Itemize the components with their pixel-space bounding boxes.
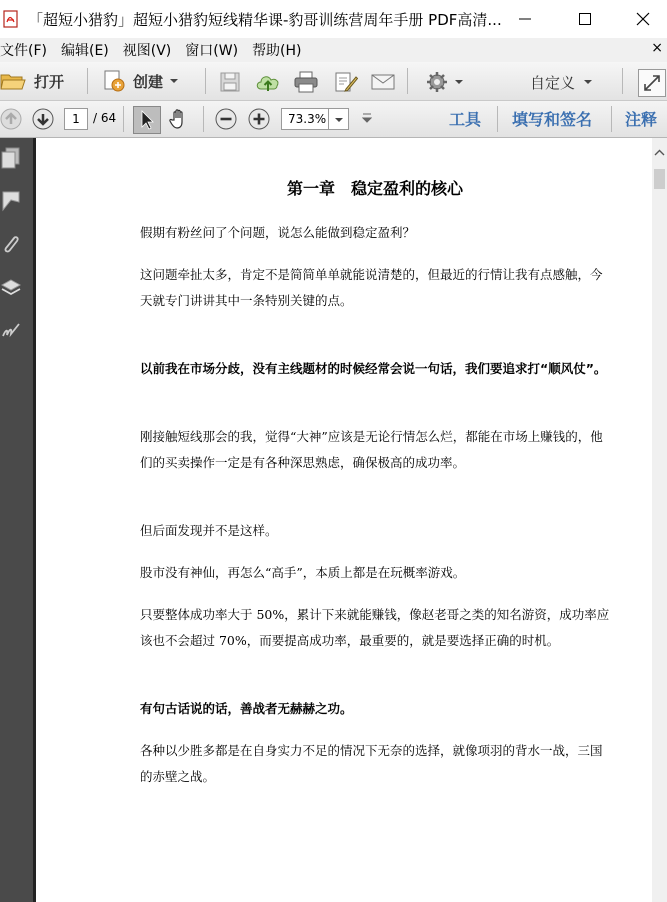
menu-view[interactable]: 视图(V) <box>122 43 172 59</box>
pdf-app-icon <box>2 10 20 28</box>
page-thumbnails-button[interactable] <box>0 146 22 170</box>
customize-dropdown[interactable] <box>530 70 593 94</box>
menu-file[interactable]: 文件(F) <box>0 43 47 59</box>
vertical-scrollbar[interactable] <box>652 138 667 902</box>
zoom-value: 73.3% <box>288 112 327 126</box>
bookmark-icon <box>1 190 21 212</box>
menu-close-button[interactable]: × <box>651 40 663 56</box>
toolbar-divider <box>87 68 88 94</box>
bookmarks-button[interactable] <box>0 189 22 213</box>
paragraph: 但后面发现并不是这样。 <box>140 523 278 538</box>
upload-button[interactable] <box>255 70 281 94</box>
main-toolbar <box>0 62 667 101</box>
open-button[interactable] <box>0 68 64 94</box>
toolbar-divider <box>611 106 612 132</box>
paragraph-bold: 有句古话说的话，善战者无赫赫之功。 <box>140 701 353 716</box>
window-title: 「超短小猎豹」超短小猎豹短线精华课-豹哥训练营周年手册 PDF高清... <box>28 10 502 29</box>
create-button[interactable] <box>103 68 179 94</box>
zoom-select[interactable] <box>281 108 349 130</box>
toolbar-divider <box>622 68 623 94</box>
create-label: 创建 <box>133 72 164 91</box>
tools-pane-button[interactable]: 工具 <box>449 110 482 129</box>
gear-icon <box>426 71 448 93</box>
left-navigation-pane <box>0 138 33 902</box>
signatures-button[interactable] <box>0 318 22 342</box>
minimize-icon <box>518 12 532 26</box>
arrow-up-icon <box>0 108 22 130</box>
document-view[interactable] <box>33 138 655 902</box>
title-bar <box>0 0 667 38</box>
previous-page-button[interactable] <box>0 107 22 131</box>
scrollbar-thumb[interactable] <box>654 169 665 189</box>
next-page-button[interactable] <box>31 107 55 131</box>
menu-bar <box>0 38 667 62</box>
cursor-arrow-icon <box>139 110 155 130</box>
paragraph: 假期有粉丝问了个问题，说怎么能做到稳定盈利？ <box>140 225 416 240</box>
fill-sign-pane-button[interactable]: 填写和签名 <box>512 110 593 129</box>
paragraph: 股市没有神仙，再怎么“高手”，本质上都是在玩概率游戏。 <box>140 565 466 580</box>
envelope-icon <box>371 73 395 91</box>
zoom-out-button[interactable] <box>214 107 238 131</box>
signature-pen-icon <box>1 319 21 341</box>
save-icon <box>219 71 241 93</box>
save-button[interactable] <box>218 70 242 94</box>
maximize-button[interactable] <box>556 0 614 38</box>
settings-button[interactable] <box>421 70 469 94</box>
layers-button[interactable] <box>0 276 22 300</box>
edit-document-icon <box>334 71 358 93</box>
create-pdf-icon <box>103 69 125 93</box>
attachments-button[interactable] <box>0 232 22 256</box>
paperclip-icon <box>1 233 21 255</box>
hand-tool-button[interactable] <box>166 106 192 132</box>
chevron-down-icon <box>583 78 593 86</box>
edit-button[interactable] <box>333 70 359 94</box>
chevron-down-icon <box>334 116 344 124</box>
paragraph-bold: 以前我在市场分歧，没有主线题材的时候经常会说一句话，我们要追求打“顺风仗”。 <box>140 361 607 376</box>
page-number-input[interactable]: 1 <box>64 108 88 130</box>
toolbar-divider <box>205 68 206 94</box>
scroll-up-arrow-icon[interactable] <box>654 148 665 158</box>
more-options-icon[interactable] <box>362 113 372 125</box>
minimize-button[interactable] <box>496 0 554 38</box>
plus-circle-icon <box>248 108 270 130</box>
expand-icon <box>643 74 661 92</box>
paragraph: 这问题牵扯太多，肯定不是简简单单就能说清楚的，但最近的行情让我有点感触，今天就专门讲讲其中一条特别关键的点。 <box>140 267 603 308</box>
chevron-down-icon <box>454 78 464 86</box>
toolbar-divider <box>407 68 408 94</box>
select-tool-button[interactable] <box>133 106 161 134</box>
layers-icon <box>1 277 21 299</box>
navigation-toolbar <box>0 101 667 138</box>
hand-icon <box>168 108 190 130</box>
menu-window[interactable]: 窗口(W) <box>185 43 239 59</box>
paragraph: 只要整体成功率大于 50%，累计下来就能赚钱，像赵老哥之类的知名游资，成功率应该也不会超过 70%，而要提高成功率，最重要的，就是要选择正确的时机。 <box>140 607 610 648</box>
menu-edit[interactable]: 编辑(E) <box>60 43 109 59</box>
customize-label: 自定义 <box>530 73 576 92</box>
chevron-down-icon <box>169 77 179 85</box>
comment-pane-button[interactable]: 注释 <box>625 110 658 129</box>
email-button[interactable] <box>370 70 396 94</box>
arrow-down-icon <box>32 108 54 130</box>
page-thumbnails-icon <box>1 147 21 169</box>
cloud-upload-icon <box>255 71 281 93</box>
toolbar-divider <box>203 106 204 132</box>
menu-help[interactable]: 帮助(H) <box>252 43 302 59</box>
close-button[interactable] <box>614 0 667 38</box>
toolbar-divider <box>497 106 498 132</box>
maximize-icon <box>578 12 592 26</box>
open-label: 打开 <box>34 72 65 91</box>
folder-icon <box>0 70 26 92</box>
close-icon <box>636 12 650 26</box>
minus-circle-icon <box>215 108 237 130</box>
paragraph: 刚接触短线那会的我，觉得“大神”应该是无论行情怎么烂，都能在市场上赚钱的，他们的买卖操作一定是有各种深思熟虑，确保极高的成功率。 <box>140 429 603 470</box>
paragraph: 各种以少胜多都是在自身实力不足的情况下无奈的选择，就像项羽的背水一战，三国的赤壁之战。 <box>140 743 603 784</box>
toolbar-divider <box>123 106 124 132</box>
print-button[interactable] <box>293 70 319 94</box>
fullscreen-button[interactable] <box>638 69 666 97</box>
printer-icon <box>294 71 318 93</box>
chapter-title: 第一章 稳定盈利的核心 <box>286 179 463 198</box>
total-pages: / 64 <box>93 111 117 125</box>
zoom-in-button[interactable] <box>247 107 271 131</box>
